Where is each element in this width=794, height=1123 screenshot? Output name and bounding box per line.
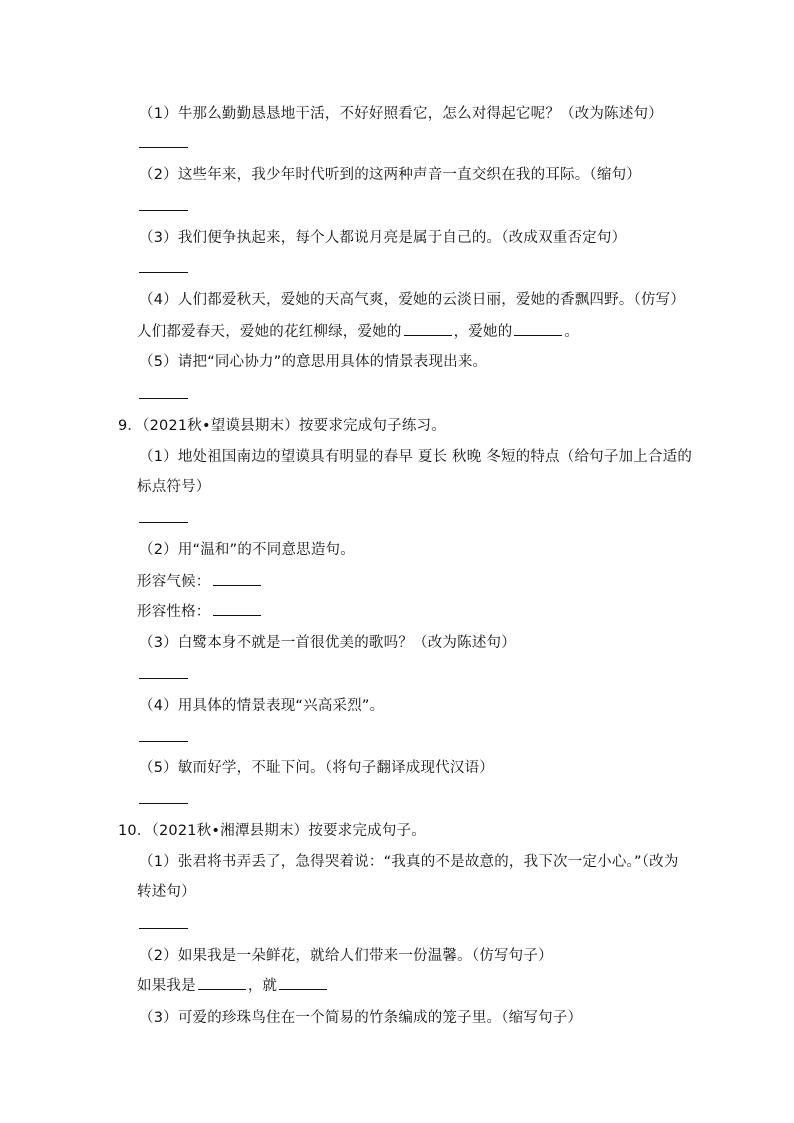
- question-9-2-b: [137, 602, 263, 622]
- fill-text: 如果我是: [137, 978, 196, 994]
- answer-line: [139, 678, 188, 679]
- answer-line: [139, 210, 188, 211]
- fill-text: ，就: [247, 978, 278, 994]
- fill-blank: [279, 989, 327, 990]
- fill-text: ，爱她的: [453, 324, 513, 340]
- question-9-header: 9．（2021秋•望谟县期末）按要求完成句子练习。: [118, 418, 446, 434]
- question-10-2: （2）如果我是一朵鲜花，就给人们带来一份温馨。（仿写句子）: [139, 948, 553, 964]
- question-9-3: （3）白鹭本身不就是一首很优美的歌吗？（改为陈述句）: [139, 635, 516, 651]
- question-9-1: （1）地处祖国南边的望谟具有明显的春早 夏长 秋晚 冬短的特点（给句子加上合适的: [139, 449, 693, 465]
- question-9-2: （2）用“温和”的不同意思造句。: [139, 542, 355, 558]
- answer-line: [139, 398, 188, 399]
- question-10-3: （3）可爱的珍珠鸟住在一个简易的竹条编成的笼子里。（缩写句子）: [139, 1010, 583, 1026]
- answer-line: [139, 803, 188, 804]
- question-9-1-cont: 标点符号）: [137, 479, 211, 495]
- fill-blank: [514, 335, 562, 336]
- fill-blank: [198, 989, 246, 990]
- question-8-1: （1）牛那么勤勤恳恳地干活，不好好照看它，怎么对得起它呢？（改为陈述句）: [139, 106, 663, 122]
- question-8-5: （5）请把“同心协力”的意思用具体的情景表现出来。: [139, 354, 488, 370]
- question-9-4: （4）用具体的情景表现“兴高采烈”。: [139, 698, 385, 714]
- fill-blank: [404, 335, 452, 336]
- fill-text: 。: [564, 324, 580, 340]
- question-10-2-fill: [137, 976, 329, 996]
- question-8-4-fill: [137, 322, 579, 342]
- fill-blank: [213, 585, 261, 586]
- question-10-header: 10．（2021秋•湘潭县期末）按要求完成句子。: [118, 823, 426, 839]
- answer-line: [139, 928, 188, 929]
- fill-blank: [213, 615, 261, 616]
- question-10-1-cont: 转述句）: [137, 884, 196, 900]
- question-9-2-a: [137, 572, 263, 592]
- question-8-2: （2）这些年来，我少年时代听到的这两种声音一直交织在我的耳际。（缩句）: [139, 167, 641, 183]
- question-10-1: （1）张君将书弄丢了，急得哭着说：“我真的不是故意的，我下次一定小心。”（改为: [139, 854, 679, 870]
- fill-text: 形容气候：: [137, 574, 211, 590]
- answer-line: [139, 147, 188, 148]
- answer-line: [139, 272, 188, 273]
- question-9-5: （5）敏而好学，不耻下问。（将句子翻译成现代汉语）: [139, 760, 494, 776]
- answer-line: [139, 522, 188, 523]
- fill-text: 人们都爱春天，爱她的花红柳绿，爱她的: [137, 324, 402, 340]
- question-8-4: （4）人们都爱秋天，爱她的天高气爽，爱她的云淡日丽，爱她的香飘四野。（仿写）: [139, 292, 686, 308]
- question-8-3: （3）我们便争执起来，每个人都说月亮是属于自己的。（改成双重否定句）: [139, 230, 627, 246]
- answer-line: [139, 741, 188, 742]
- fill-text: 形容性格：: [137, 604, 211, 620]
